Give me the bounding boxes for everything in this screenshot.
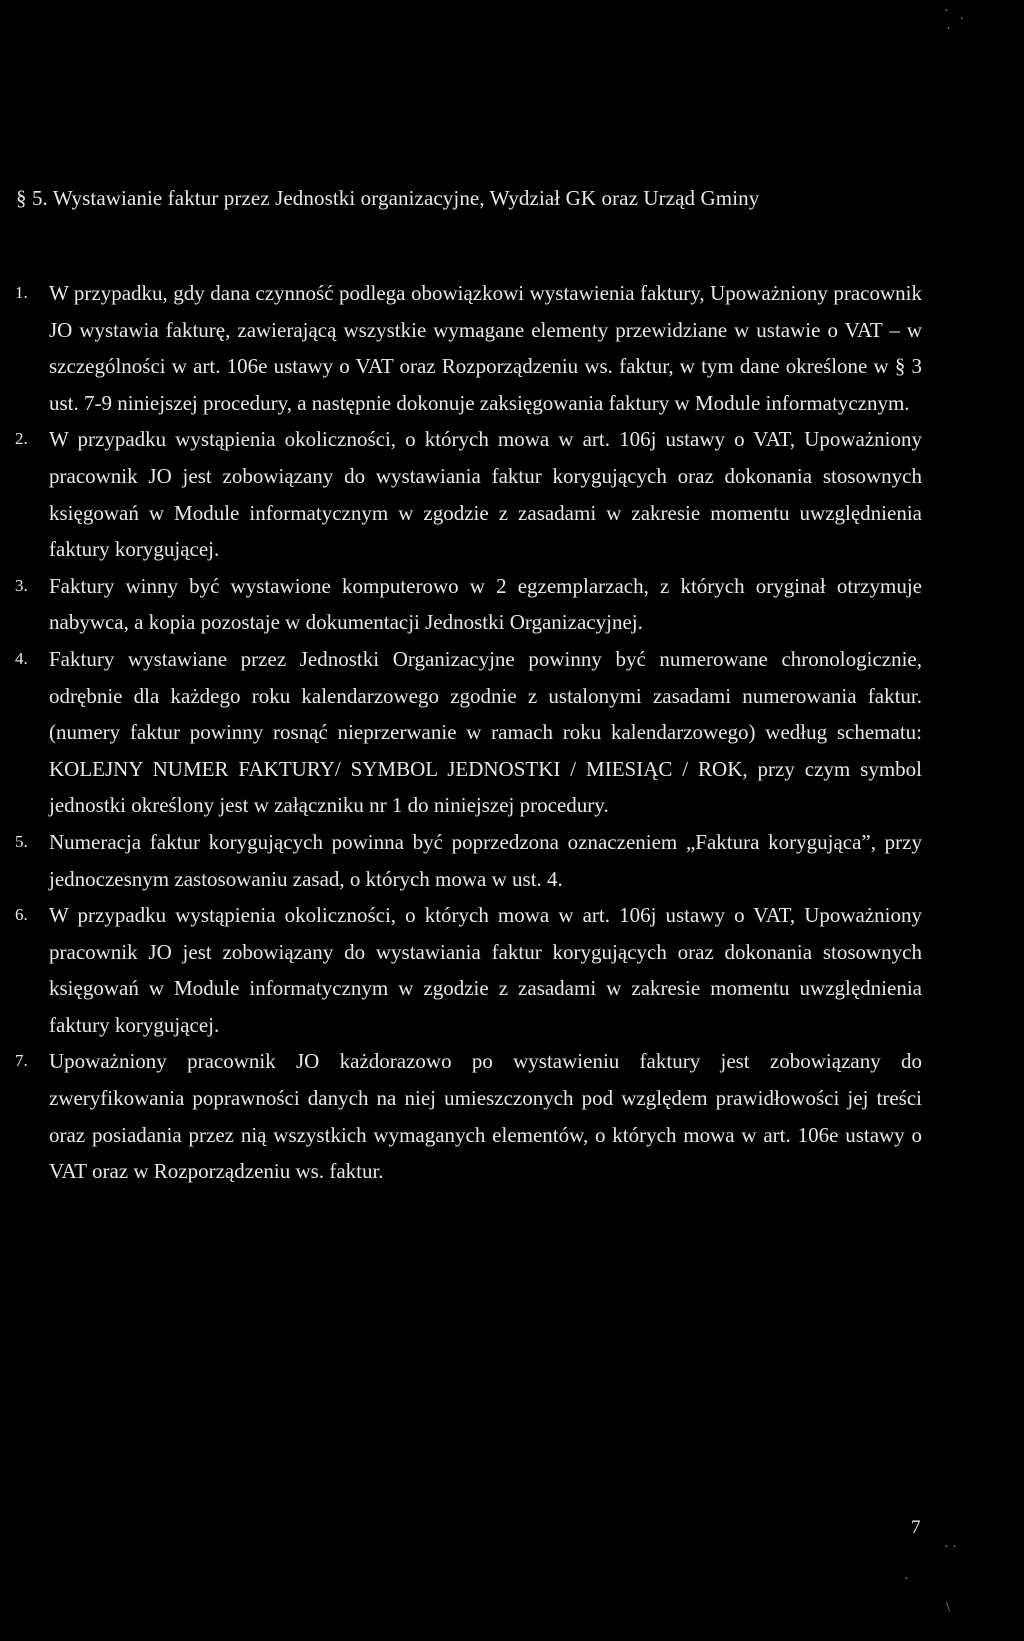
page-number: 7 (911, 1517, 921, 1538)
item-number: 6. (15, 905, 28, 925)
item-text: W przypadku wystąpienia okoliczności, o których mowa w art. 106j ustawy o VAT, Upoważniony pracownik JO jest zobowiązany do wystawiania faktur korygujących oraz dokonania stosownych księgowań w Module informatycznym w zgodzie z zasadami w zakresie momentu uwzględnienia faktury korygującej. (49, 427, 922, 562)
item-text: Faktury winny być wystawione komputerowo w 2 egzemplarzach, z których oryginał otrzymuje nabywca, a kopia pozostaje w dokumentacji Jednostki Organizacyjnej. (49, 573, 922, 635)
scan-speck: · (944, 4, 949, 19)
scan-speck: \ (946, 1600, 950, 1615)
item-number: 3. (15, 575, 28, 595)
scan-speck: . (960, 8, 964, 23)
item-number: 1. (15, 283, 28, 302)
list-item (0, 1043, 922, 1189)
item-text: W przypadku wystąpienia okoliczności, o których mowa w art. 106j ustawy o VAT, Upoważniony pracownik JO jest zobowiązany do wystawiania faktur korygujących oraz dokonania stosownych księgowań w Module informatycznym w zgodzie z zasadami w zakresie momentu uwzględnienia faktury korygującej. (49, 903, 922, 1037)
item-number: 5. (15, 831, 28, 851)
procedure-list (0, 275, 1024, 1190)
item-text: Numeracja faktur korygujących powinna być poprzedzona oznaczeniem „Faktura korygująca”, przy jednoczesnym zastosowaniu zasad, o których mowa w ust. 4. (49, 829, 922, 891)
item-text: W przypadku, gdy dana czynność podlega obowiązkowi wystawienia faktury, Upoważniony pracownik JO wystawia fakturę, zawierającą wszystkie wymagane elementy przewidziane w ustawie o VAT – w szczególności w art. 106e ustawy o VAT oraz Rozporządzeniu ws. faktur, w tym dane określone w § 3 ust. 7-9 niniejszej procedury, a następnie dokonuje zaksięgowania faktury w Module informatycznym. (49, 281, 922, 415)
list-item (0, 568, 922, 641)
item-number: 4. (15, 648, 28, 668)
scan-speck: · (946, 22, 951, 37)
scan-speck: · (904, 1572, 909, 1587)
item-text: Faktury wystawiane przez Jednostki Organizacyjne powinny być numerowane chronologicznie, odrębnie dla każdego roku kalendarzowego zgodnie z ustalonymi zasadami numerowania faktur. (numery faktur powinny rosnąć nieprzerwanie w ramach roku kalendarzowego) według schematu: KOLEJNY NUMER FAKTURY/ SYMBOL JEDNOSTKI / MIESIĄC / ROK, przy czym symbol jednostki określony jest w załączniku nr 1 do niniejszej procedury. (49, 646, 922, 818)
item-number: 2. (15, 429, 28, 449)
list-item (0, 275, 922, 421)
list-item (0, 641, 922, 824)
item-text: Upoważniony pracownik JO każdorazowo po wystawieniu faktury jest zobowiązany do zweryfikowania poprawności danych na niej umieszczonych pod względem prawidłowości jej treści oraz posiadania przez nią wszystkich wymaganych elementów, o których mowa w art. 106e ustawy o VAT oraz w Rozporządzeniu ws. faktur. (49, 1049, 922, 1184)
section-heading: § 5. Wystawianie faktur przez Jednostki organizacyjne, Wydział GK oraz Urząd Gminy (16, 186, 760, 210)
list-item (0, 421, 922, 567)
scan-speck: · · (944, 1540, 957, 1555)
item-number: 7. (15, 1051, 28, 1071)
list-item (0, 824, 922, 897)
list-item (0, 897, 922, 1043)
